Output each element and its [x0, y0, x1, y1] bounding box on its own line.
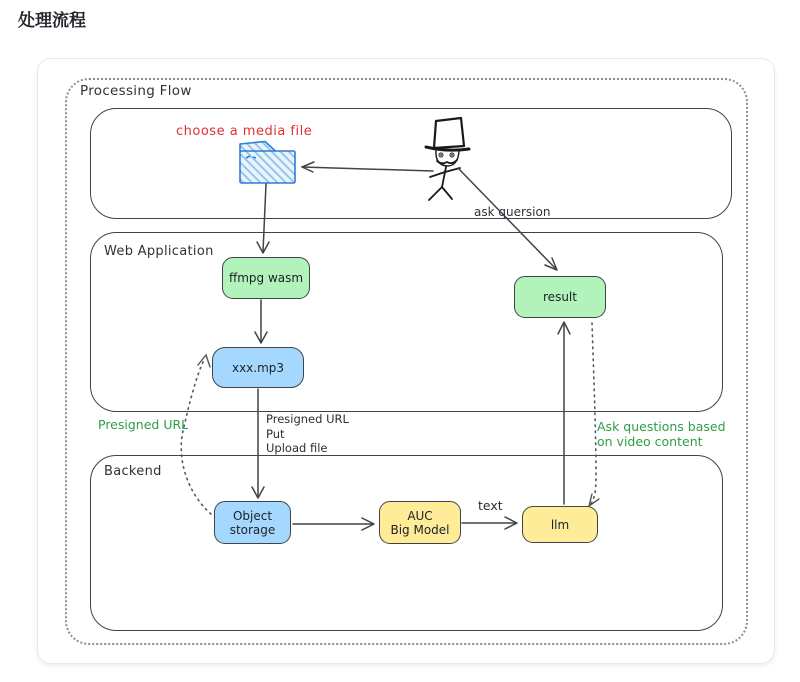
label-presigned-url: Presigned URL — [98, 417, 189, 432]
label-text: text — [478, 498, 503, 513]
label-choose-media-file: choose a media file — [176, 124, 313, 139]
upload-step-line: Upload file — [266, 441, 328, 455]
upload-step-line: Presigned URL — [266, 412, 349, 426]
node-auc-line1: AUC — [407, 508, 433, 523]
upload-step-line: Put — [266, 426, 285, 441]
node-xxx-mp3 — [212, 347, 304, 388]
ask-questions-line1: Ask questions based — [597, 419, 726, 434]
node-object-storage-line1: Object — [232, 508, 273, 523]
label-ask-quersion: ask quersion — [474, 205, 551, 219]
node-result-label: result — [543, 290, 577, 304]
web-application-label: Web Application — [104, 244, 214, 259]
backend-label: Backend — [104, 464, 162, 479]
node-llm — [522, 506, 598, 543]
node-ffmpg-wasm-label: ffmpg wasm — [228, 271, 304, 285]
node-auc-big-model — [379, 501, 461, 544]
ask-questions-line2: on video content — [597, 434, 703, 449]
node-result — [514, 276, 606, 318]
web-application-section — [90, 232, 723, 412]
node-object-storage-line2: storage — [229, 522, 276, 537]
node-llm-label: llm — [550, 517, 570, 532]
processing-flow-label: Processing Flow — [80, 83, 192, 99]
label-upload-steps — [266, 412, 349, 456]
node-ffmpg-wasm — [222, 257, 310, 299]
page-title: 处理流程 — [18, 11, 86, 31]
node-auc-line2: Big Model — [390, 522, 450, 537]
node-object-storage — [214, 501, 291, 544]
node-xxx-mp3-label: xxx.mp3 — [231, 360, 285, 375]
label-ask-questions — [597, 419, 726, 449]
